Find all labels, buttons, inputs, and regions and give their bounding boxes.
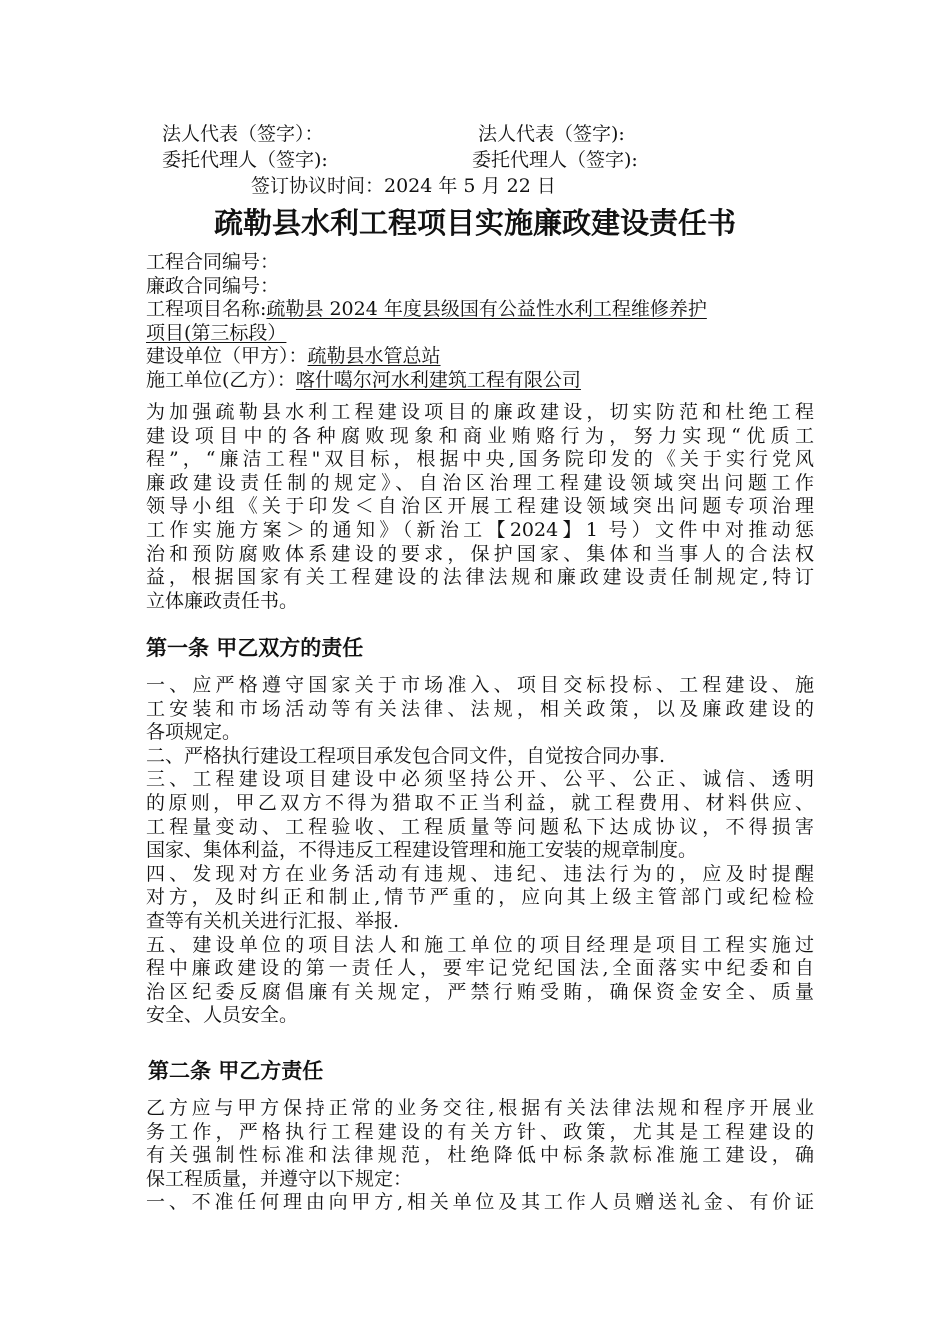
article-2-line: 务工作，严格执行工程建设的有关方针、政策，尤其是工程建设的	[146, 1120, 814, 1143]
project-name-row-2	[146, 322, 814, 346]
article-1-line: 安全、人员安全。	[146, 1004, 299, 1027]
contract-no-label: 工程合同编号：	[146, 251, 280, 273]
article-2-line: 有关强制性标准和法律规范，杜绝降低中标条款标准施工建设，确	[146, 1144, 814, 1167]
party-b-rep-signature: 法人代表（签字):	[478, 123, 625, 145]
article-1-line: 国家、集体利益，不得违反工程建设管理和施工安装的规章制度。	[146, 839, 698, 862]
intro-line: 为加强疏勒县水利工程建设项目的廉政建设，切实防范和杜绝工程	[146, 401, 814, 423]
owner-row	[146, 345, 814, 369]
contractor-value: 喀什噶尔河水利建筑工程有限公司	[295, 368, 581, 391]
contractor-row	[146, 369, 814, 393]
article-2-line: 一、不准任何理由向甲方,相关单位及其工作人员赠送礼金、有价证	[146, 1191, 814, 1214]
intro-line: 廉政建设责任制的规定》、自治区治理工程建设领域突出问题工作	[146, 471, 814, 494]
article-1-heading: 第一条 甲乙双方的责任	[146, 636, 364, 660]
intro-line: 程”，“廉洁工程"双目标，根据中央,国务院印发的《关于实行党风	[146, 448, 814, 471]
integrity-no-label: 廉政合同编号：	[146, 274, 280, 297]
article-1-line: 工安装和市场活动等有关法律、法规，相关政策，以及廉政建设的	[146, 697, 814, 720]
intro-line: 工作实施方案＞的通知》（新治工【2024】1 号）文件中对推动惩	[146, 518, 814, 541]
intro-line: 益，根据国家有关工程建设的法律法规和廉政建设责任制规定,特订	[146, 566, 814, 589]
document-title: 疏勒县水利工程项目实施廉政建设责任书	[213, 206, 736, 240]
article-1-line: 二、严格执行建设工程项目承发包合同文件，自觉按合同办事.	[146, 744, 666, 767]
article-1-line: 一、应严格遵守国家关于市场准入、项目交标投标、工程建设、施	[146, 674, 814, 696]
article-2-line: 乙方应与甲方保持正常的业务交往,根据有关法律法规和程序开展业	[146, 1097, 814, 1119]
article-1-line: 程中廉政建设的第一责任人，要牢记党纪国法,全面落实中纪委和自	[146, 957, 814, 980]
article-1-line: 治区纪委反腐倡廉有关规定，严禁行贿受賄，确保资金安全、质量	[146, 980, 814, 1003]
article-2-body	[146, 1097, 814, 1215]
intro-line: 领导小组《关于印发＜自治区开展工程建设领域突出问题专项治理	[146, 495, 814, 518]
intro-line: 建设项目中的各种腐败现象和商业贿赂行为，努力实现“优质工	[146, 424, 814, 447]
article-1-line: 工程量变动、工程验收、工程质量等问题私下达成协议，不得损害	[146, 815, 814, 838]
party-a-rep-signature: 法人代表（签字）：	[162, 123, 324, 145]
article-2-heading: 第二条 甲乙方责任	[148, 1059, 324, 1083]
intro-paragraph	[146, 401, 814, 613]
contractor-label: 施工单位(乙方）：	[146, 368, 296, 391]
article-1-line: 查等有关机关进行汇报、举报.	[146, 909, 400, 932]
project-name-value: 疏勒县 2024 年度县级国有公益性水利工程维修养护	[266, 298, 707, 321]
project-name-label: 工程项目名称:	[146, 298, 267, 321]
intro-line: 立体廉政责任书。	[146, 589, 299, 612]
party-a-agent-signature: 委托代理人（签字):	[162, 149, 328, 171]
article-1-body	[146, 674, 814, 1028]
contract-fields	[146, 251, 814, 393]
article-2-line: 保工程质量，并遵守以下规定：	[146, 1167, 413, 1190]
article-1-line: 四、发现对方在业务活动有违规、违纪、违法行为的，应及时提醒	[146, 862, 814, 885]
sign-date: 签订协议时间：2024 年 5 月 22 日	[251, 175, 556, 197]
project-name-row	[146, 298, 814, 322]
article-1-line: 对方，及时纠正和制止,情节严重的，应向其上级主管部门或纪检检	[146, 886, 814, 909]
party-b-agent-signature: 委托代理人（签字):	[472, 149, 638, 171]
owner-label: 建设单位（甲方）：	[146, 345, 308, 368]
article-1-line: 各项规定。	[146, 721, 242, 744]
article-1-line: 的原则，甲乙双方不得为猎取不正当利益，就工程费用、材料供应、	[146, 791, 814, 814]
project-name-value-2: 项目(第三标段）	[146, 321, 287, 344]
article-1-line: 五、建设单位的项目法人和施工单位的项目经理是项目工程实施过	[146, 933, 814, 956]
owner-value: 疏勒县水管总站	[307, 345, 441, 368]
intro-line: 治和预防腐败体系建设的要求，保护国家、集体和当事人的合法权	[146, 542, 814, 565]
article-1-line: 三、工程建设项目建设中必须坚持公开、公平、公正、诚信、透明	[146, 768, 814, 791]
